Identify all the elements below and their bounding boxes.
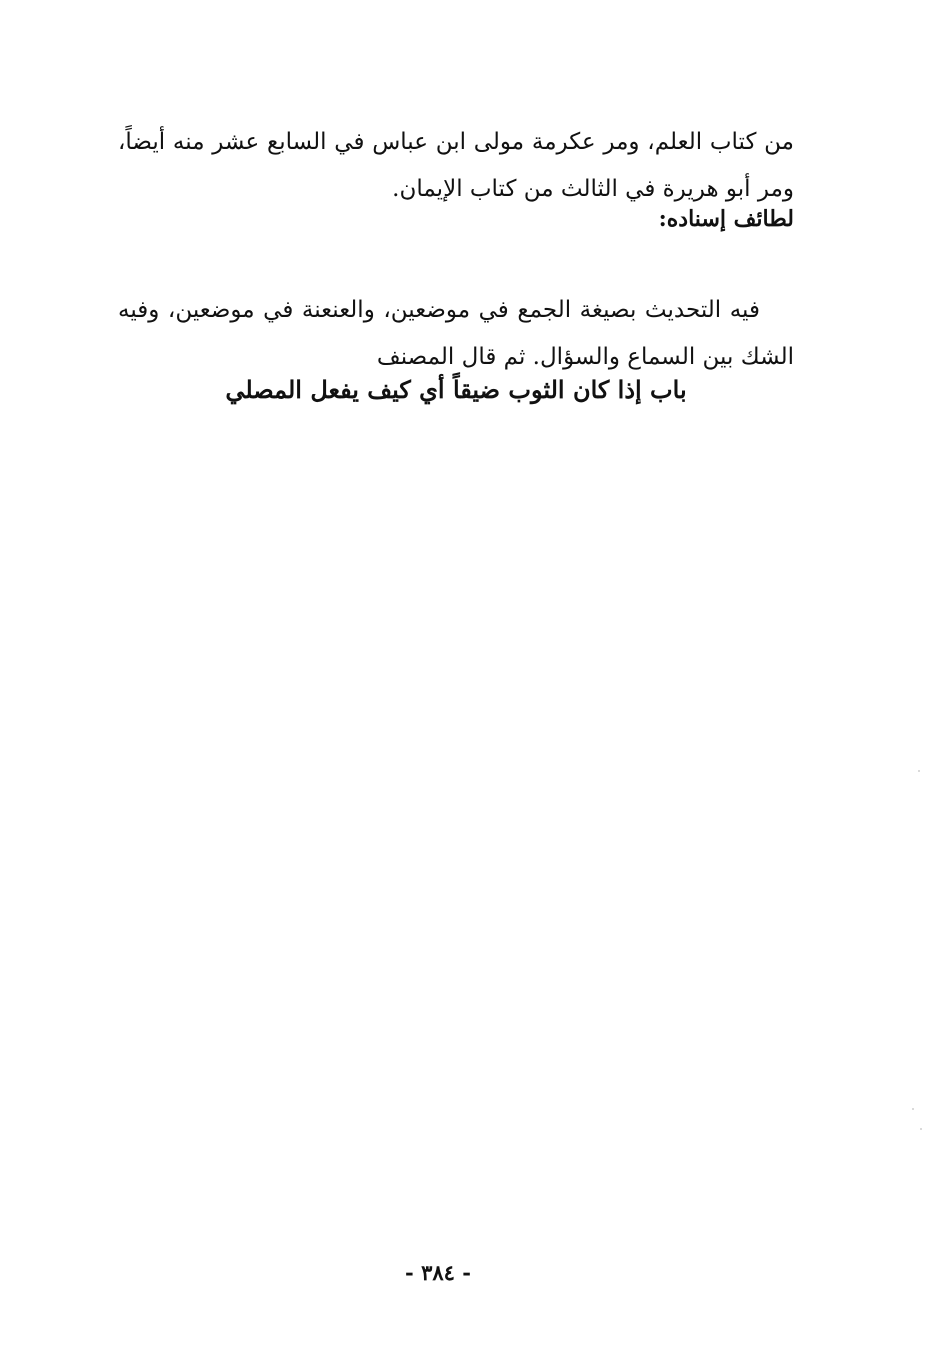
section-heading: لطائف إسناده:	[658, 206, 794, 232]
page-number: - ٣٨٤ -	[405, 1260, 471, 1285]
scan-speck	[920, 1128, 922, 1130]
scan-speck	[918, 770, 920, 772]
paragraph-2: فيه التحديث بصيغة الجمع في موضعين، والعنعنة في موضعين، وفيه الشك بين السماع والسؤال. ثم قال المصنف	[118, 297, 794, 370]
chapter-title: باب إذا كان الثوب ضيقاً أي كيف يفعل المصلي	[225, 375, 687, 404]
paragraph-1: من كتاب العلم، ومر عكرمة مولى ابن عباس في السابع عشر منه أيضاً، ومر أبو هريرة في الثالث من كتاب الإيمان.	[118, 129, 794, 202]
scan-speck	[912, 1108, 914, 1110]
